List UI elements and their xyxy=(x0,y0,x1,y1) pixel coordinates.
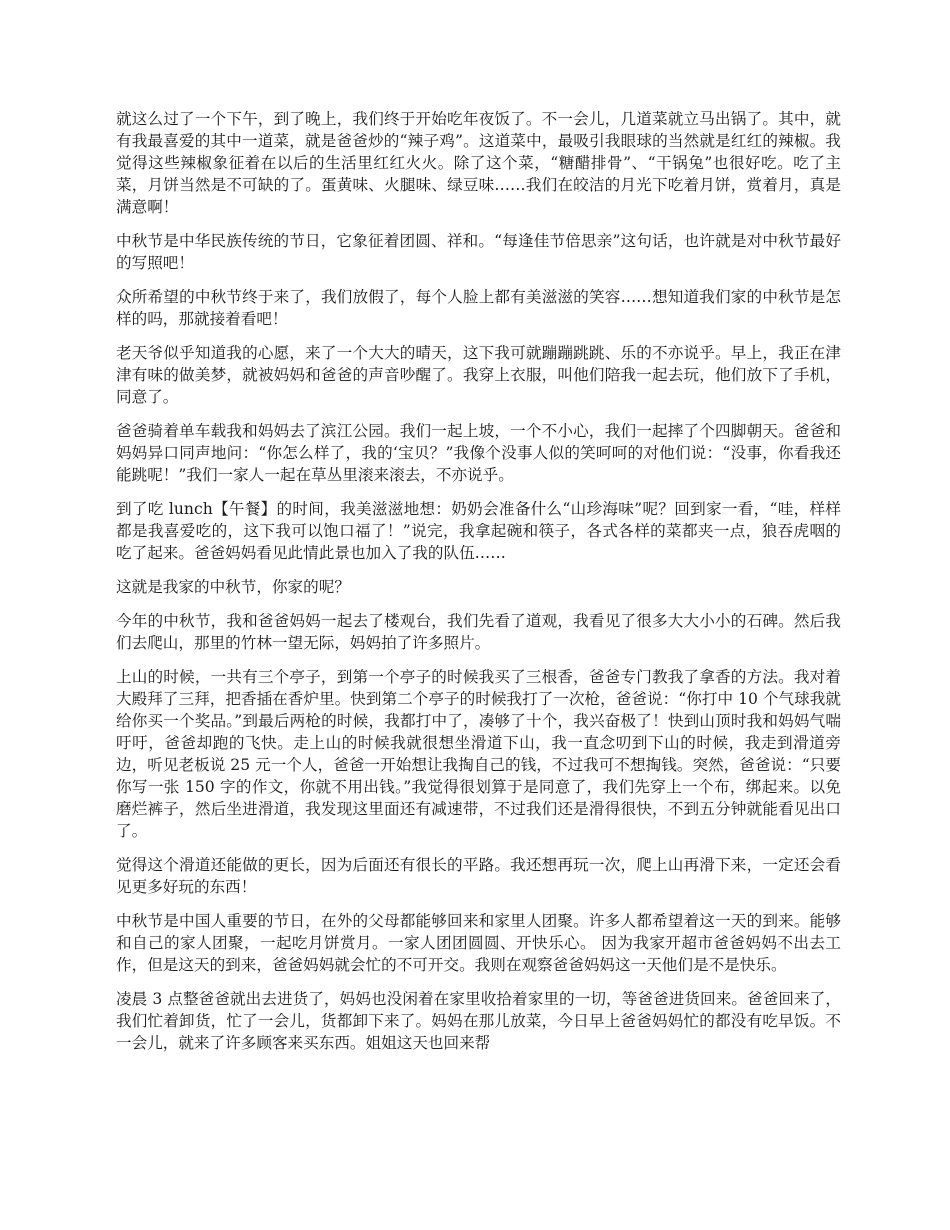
paragraph: 爸爸骑着单车载我和妈妈去了滨江公园。我们一起上坡，一个不小心，我们一起摔了个四脚朝天。爸爸和妈妈异口同声地问：“你怎么样了，我的‘宝贝？”我像个没事人似的笑呵呵的对他们说：“没事，你看我还能跳呢！”我们一家人一起在草丛里滚来滚去，不亦说乎。 xyxy=(116,422,841,484)
document-body xyxy=(116,108,841,1066)
paragraph: 觉得这个滑道还能做的更长，因为后面还有很长的平路。我还想再玩一次，爬上山再滑下来，一定还会看见更多好玩的东西！ xyxy=(116,856,841,896)
paragraph: 凌晨 3 点整爸爸就出去进货了，妈妈也没闲着在家里收拾着家里的一切，等爸爸进货回来。爸爸回来了，我们忙着卸货，忙了一会儿，货都卸下来了。妈妈在那儿放菜，今日早上爸爸妈妈忙的都没有吃早饭。不一会儿，就来了许多顾客来买东西。姐姐这天也回来帮 xyxy=(116,990,841,1052)
paragraph: 就这么过了一个下午，到了晚上，我们终于开始吃年夜饭了。不一会儿，几道菜就立马出锅了。其中，就有我最喜爱的其中一道菜，就是爸爸炒的“辣子鸡”。这道菜中，最吸引我眼球的当然就是红红的辣椒。我觉得这些辣椒象征着在以后的生活里红红火火。除了这个菜，“糖醋排骨”、“干锅兔”也很好吃。吃了主菜，月饼当然是不可缺的了。蛋黄味、火腿味、绿豆味……我们在皎洁的月光下吃着月饼，赏着月，真是满意啊！ xyxy=(116,110,841,216)
paragraph: 这就是我家的中秋节，你家的呢？ xyxy=(116,578,350,596)
paragraph: 老天爷似乎知道我的心愿，来了一个大大的晴天，这下我可就蹦蹦跳跳、乐的不亦说乎。早上，我正在津津有味的做美梦，就被妈妈和爸爸的声音吵醒了。我穿上衣服，叫他们陪我一起去玩，他们放下了手机，同意了。 xyxy=(116,344,841,406)
paragraph: 上山的时候，一共有三个亭子，到第一个亭子的时候我买了三根香，爸爸专门教我了拿香的方法。我对着大殿拜了三拜，把香插在香炉里。快到第二个亭子的时候我打了一次枪，爸爸说：“你打中 10 个气球我就给你买一个奖品。”到最后两枪的时候，我都打中了，凑够了十个，我兴奋极了！快到山顶时我和妈妈气喘吁吁，爸爸却跑的飞快。走上山的时候我就很想坐滑道下山，我一直念叨到下山的时候，我走到滑道旁边，听见老板说 25 元一个人，爸爸一开始想让我掏自己的钱，不过我可不想掏钱。突然，爸爸说：“只要你写一张 150 字的作文，你就不用出钱。”我觉得很划算于是同意了，我们先穿上一个布，绑起来。以免磨烂裤子，然后坐进滑道，我发现这里面还有减速带，不过我们还是滑得很快，不到五分钟就能看见出口了。 xyxy=(116,668,841,840)
paragraph: 到了吃 lunch【午餐】的时间，我美滋滋地想：奶奶会准备什么“山珍海味”呢？回到家一看，“哇，样样都是我喜爱吃的，这下我可以饱口福了！”说完，我拿起碗和筷子，各式各样的菜都夹一点，狼吞虎咽的吃了起来。爸爸妈妈看见此情此景也加入了我的队伍…… xyxy=(116,500,841,562)
paragraph: 中秋节是中国人重要的节日，在外的父母都能够回来和家里人团聚。许多人都希望着这一天的到来。能够和自己的家人团聚，一起吃月饼赏月。一家人团团圆圆、开快乐心。 因为我家开超市爸爸妈妈不出去工作，但是这天的到来，爸爸妈妈就会忙的不可开交。我则在观察爸爸妈妈这一天他们是不是快乐。 xyxy=(116,912,841,974)
paragraph: 众所希望的中秋节终于来了，我们放假了，每个人脸上都有美滋滋的笑容……想知道我们家的中秋节是怎样的吗，那就接着看吧！ xyxy=(116,288,841,328)
paragraph: 中秋节是中华民族传统的节日，它象征着团圆、祥和。“每逢佳节倍思亲”这句话，也许就是对中秋节最好的写照吧！ xyxy=(116,232,841,272)
paragraph: 今年的中秋节，我和爸爸妈妈一起去了楼观台，我们先看了道观，我看见了很多大大小小的石碑。然后我们去爬山，那里的竹林一望无际，妈妈拍了许多照片。 xyxy=(116,612,841,652)
